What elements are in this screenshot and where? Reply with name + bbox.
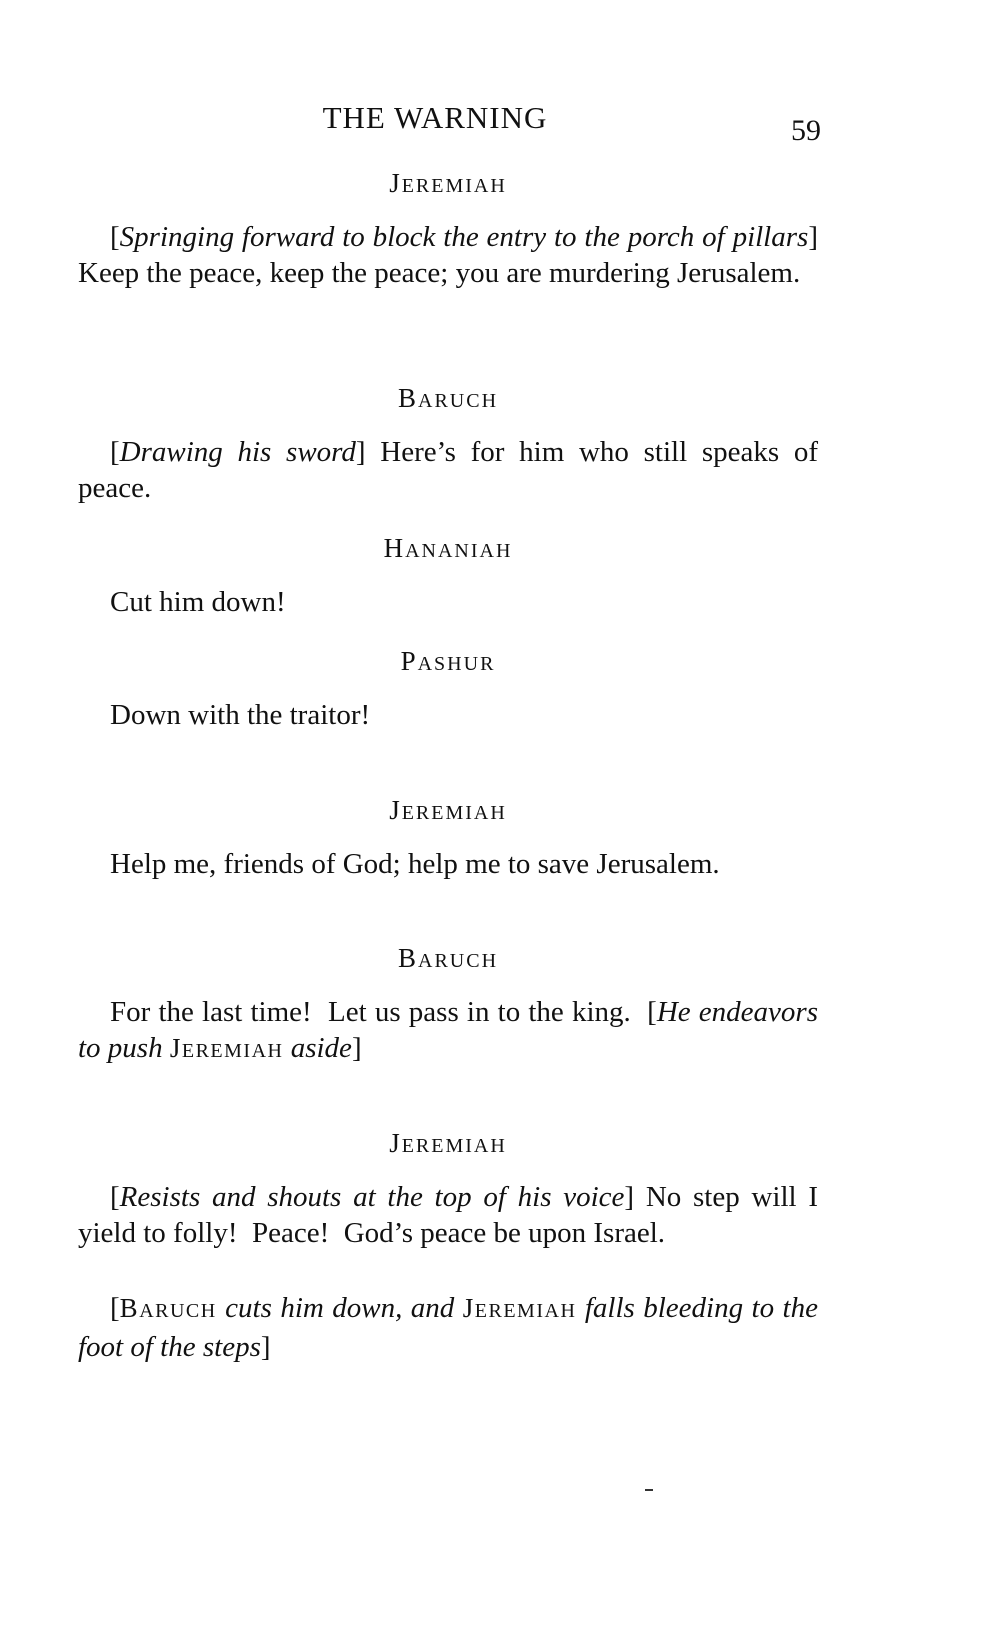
speaker-name: BARUCH — [397, 383, 499, 413]
speech-text: Down with the traitor! — [110, 699, 371, 731]
stage-direction: He endeavors to push — [78, 996, 818, 1064]
speaker-name: HANANIAH — [383, 533, 513, 563]
page-number: 59 — [791, 114, 821, 147]
character-name: JEREMIAH — [169, 1033, 284, 1063]
speaker-name: PASHUR — [400, 646, 496, 676]
dialogue-block — [78, 170, 818, 291]
dialogue-block — [78, 535, 818, 620]
speech-text: Cut him down! — [110, 586, 286, 618]
stage-direction: Drawing his sword — [119, 436, 356, 468]
character-name: JEREMIAH — [462, 1293, 577, 1323]
speech-text: For the last time! Let us pass in to the king. [He endeavors to push JEREMIAH aside] — [78, 996, 818, 1064]
dialogue-block — [78, 797, 818, 882]
speaker-name: JEREMIAH — [389, 168, 507, 198]
print-mark — [645, 1489, 653, 1491]
final-stage-direction: [BARUCH cuts him down, and JEREMIAH falls bleeding to the foot of the steps] — [78, 1292, 818, 1363]
speech-text: [Springing forward to block the entry to the porch of pillars] Keep the peace, keep the peace; you are murdering Jerusalem. — [78, 221, 818, 289]
stage-direction: cuts him down, and — [216, 1292, 463, 1324]
character-name: BARUCH — [119, 1293, 217, 1323]
running-head — [0, 100, 1001, 147]
dialogue-block — [78, 385, 818, 506]
speaker-name: JEREMIAH — [389, 795, 507, 825]
running-title: THE WARNING — [322, 100, 548, 135]
dialogue-block — [78, 945, 818, 1069]
speaker-name: BARUCH — [397, 943, 499, 973]
stage-direction: Resists and shouts at the top of his voice — [119, 1181, 625, 1213]
stage-direction: Springing forward to block the entry to the porch of pillars — [119, 221, 809, 253]
speech-text: [Drawing his sword] Here’s for him who still speaks of peace. — [78, 436, 819, 504]
stage-direction: aside — [283, 1032, 352, 1064]
stage-direction: falls bleeding to the foot of the steps — [78, 1292, 818, 1363]
speech-text: Help me, friends of God; help me to save Jerusalem. — [110, 848, 720, 880]
dialogue-block — [78, 648, 818, 733]
speech-text: [Resists and shouts at the top of his voice] No step will I yield to folly! Peace! God’s peace be upon Israel. — [78, 1181, 826, 1249]
speaker-name: JEREMIAH — [389, 1128, 507, 1158]
dialogue-block — [78, 1128, 826, 1251]
